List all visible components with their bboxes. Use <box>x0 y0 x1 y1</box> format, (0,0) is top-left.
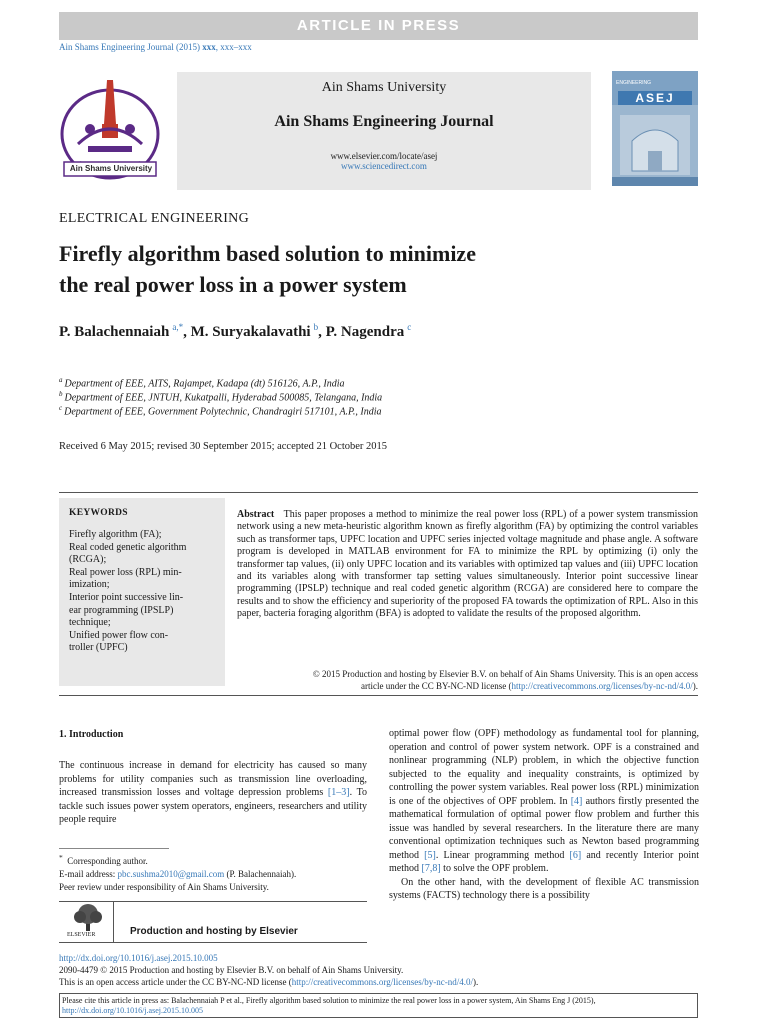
divider <box>59 695 698 696</box>
logo-text: Ain Shams University <box>69 164 153 173</box>
production-hosting-text: Production and hosting by Elsevier <box>130 926 298 937</box>
keyword-line: Real power loss (RPL) min- <box>69 566 182 578</box>
citation-link[interactable]: [7,8] <box>421 863 441 874</box>
university-logo <box>58 74 162 182</box>
citation-link[interactable]: [1–3] <box>327 787 350 798</box>
article-title <box>59 238 619 300</box>
article-in-press-banner: ARTICLE IN PRESS <box>59 12 698 40</box>
doi-link[interactable]: http://dx.doi.org/10.1016/j.asej.2015.10.005 <box>62 1006 203 1015</box>
abstract-label: Abstract <box>237 509 275 520</box>
keyword-line: imization; <box>69 579 110 591</box>
keyword-line: Unified power flow con- <box>69 629 169 641</box>
abstract <box>237 509 698 621</box>
author-list: P. Balachennaiah $^{a,*}$, M. Suryakalavathi $^b$, P. Nagendra $^c$ <box>59 322 412 340</box>
intro-column-2: optimal power flow (OPF) methodology as fundamental tool for planning, operation and control of power system network. OPF is a constrained and nonlinear programming (NLP) problem, in which the objective function subjected to the equality and inequality constraints, is optimized by controlling the power system variables. Real power loss (RPL) minimization is one of the objectives of OPF problem. In [4] authors firstly presented the mathematical formulation of optimal power flow problem and further this issue was handled by several researchers. In the literature there are many conventional optimization techniques such as Newton based programming method [5]. Linear programming method [6] and recently Interior point method [7,8] to solve the OPF problem. On the other hand, with the development of flexible AC transmission systems (FACTS) technology there is a possibility <box>389 728 699 901</box>
sciencedirect-url[interactable]: www.sciencedirect.com <box>341 161 427 171</box>
title-line-2: the real power loss in a power system <box>59 272 407 297</box>
keyword-line: technique; <box>69 617 111 629</box>
keyword-line: ear programming (IPSLP) <box>69 604 174 616</box>
abstract-copyright: © 2015 Production and hosting by Elsevier B.V. on behalf of Ain Shams University. This is an open access article under the CC BY-NC-ND license (http://creativecommons.org/licenses/by-nc-nd/4.0/). <box>312 669 698 691</box>
keyword-line: (RCGA); <box>69 554 107 566</box>
cover-top-text: ENGINEERING <box>616 80 652 86</box>
elsevier-tree-icon <box>69 903 107 933</box>
intro-heading: 1. Introduction <box>59 729 124 740</box>
author-name: P. Nagendra <box>325 324 405 340</box>
keyword-line: Interior point successive lin- <box>69 591 184 603</box>
keyword-line: Firefly algorithm (FA); <box>69 529 162 540</box>
author-affil-link[interactable]: a,* <box>172 322 184 332</box>
citation-link[interactable]: [4] <box>570 795 583 807</box>
journal-name: Ain Shams Engineering Journal <box>274 113 494 130</box>
citation-link[interactable]: [5] <box>424 849 436 861</box>
divider <box>59 492 698 493</box>
journal-reference[interactable]: Ain Shams Engineering Journal (2015) xxx, xxx–xxx <box>59 42 252 52</box>
citation-box: Please cite this article in press as: Balachennaiah P et al., Firefly algorithm based solution to minimize the real power loss in a power system, Ain Shams Eng J (2015), http://dx.doi.org/10.1016/j.asej.2015.10.005 <box>59 993 698 1018</box>
bottom-info: http://dx.doi.org/10.1016/j.asej.2015.10.005 2090-4479 © 2015 Production and hosting by Elsevier B.V. on behalf of Ain Shams University. This is an open access article under the CC BY-NC-ND license (http://creativecommons.org/licenses/by-nc-nd/4.0/). <box>59 953 479 987</box>
author-name: P. Balachennaiah <box>59 324 170 340</box>
author-name: M. Suryakalavathi <box>190 324 311 340</box>
journal-cover <box>612 71 698 186</box>
section-tag: ELECTRICAL ENGINEERING <box>59 211 249 226</box>
keyword-line: Real coded genetic algorithm <box>69 541 187 553</box>
intro-column-1: The continuous increase in demand for electricity has caused so many problems for utility companies such as transmission line overloading, increased transmission losses and voltage depression problems [1–3]. To tackle such issues power system operators, engineers, researchers and utility people require <box>59 760 367 825</box>
license-link[interactable]: http://creativecommons.org/licenses/by-nc-nd/4.0/ <box>291 977 473 987</box>
footnote: * Corresponding author. E-mail address: pbc.sushma2010@gmail.com (P. Balachennaiah). Peer review under responsibility of Ain Shams University. <box>59 853 297 892</box>
affiliation: $^b$ Department of EEE, JNTUH, Kukatpalli, Hyderabad 500085, Telangana, India <box>59 390 383 404</box>
affiliation: $^c$ Department of EEE, Government Polytechnic, Chandragiri 517101, A.P., India <box>59 404 382 418</box>
keyword-line: troller (UPFC) <box>69 642 128 654</box>
author-affil-link[interactable]: c <box>407 322 412 332</box>
keywords-heading: KEYWORDS <box>69 508 128 518</box>
elsevier-logo-label: ELSEVIER <box>67 932 96 938</box>
footnote-rule <box>59 848 169 849</box>
doi-link[interactable]: http://dx.doi.org/10.1016/j.asej.2015.10.005 <box>59 953 218 963</box>
title-line-1: Firefly algorithm based solution to minimize <box>59 241 476 266</box>
license-link[interactable]: http://creativecommons.org/licenses/by-nc-nd/4.0/ <box>511 681 693 691</box>
affiliation: $^a$ Department of EEE, AITS, Rajampet, Kadapa (dt) 516126, A.P., India <box>59 376 345 390</box>
author-affil-link[interactable]: b <box>313 322 319 332</box>
citation-link[interactable]: [6] <box>569 849 582 861</box>
abstract-text: This paper proposes a method to minimize the real power loss (RPL) of a power system transmission network using a new meta-heuristic algorithm known as firefly algorithm (FA) by optimizing the control variables such as transformer taps, UPFC location and UPFC series injected voltage magnitude and phase angle. A software program is developed in MATLAB environment for FA to minimize the RPL by optimizing (i) only the transformer tap values, (ii) only UPFC location and its variables with optimized tap values and (iii) UPFC location and its variables along with transformer tap setting values simultaneously. Interior point successive linear programming (IPSLP) technique and real coded genetic algorithm (RCGA) are considered here to compare the results and to show the efficiency and superiority of the proposed FA towards the optimization of RPL. Also in this paper, bacteria foraging algorithm (BFA) is adopted to validate the results of the proposed algorithm. <box>237 509 699 620</box>
keywords-list <box>69 529 199 655</box>
elsevier-url[interactable]: www.elsevier.com/locate/asej <box>330 151 438 161</box>
cover-title: ASEJ <box>635 91 675 105</box>
received-dates: Received 6 May 2015; revised 30 September 2015; accepted 21 October 2015 <box>59 441 388 452</box>
university-name: Ain Shams University <box>321 80 447 95</box>
email-link[interactable]: pbc.sushma2010@gmail.com <box>117 869 225 879</box>
